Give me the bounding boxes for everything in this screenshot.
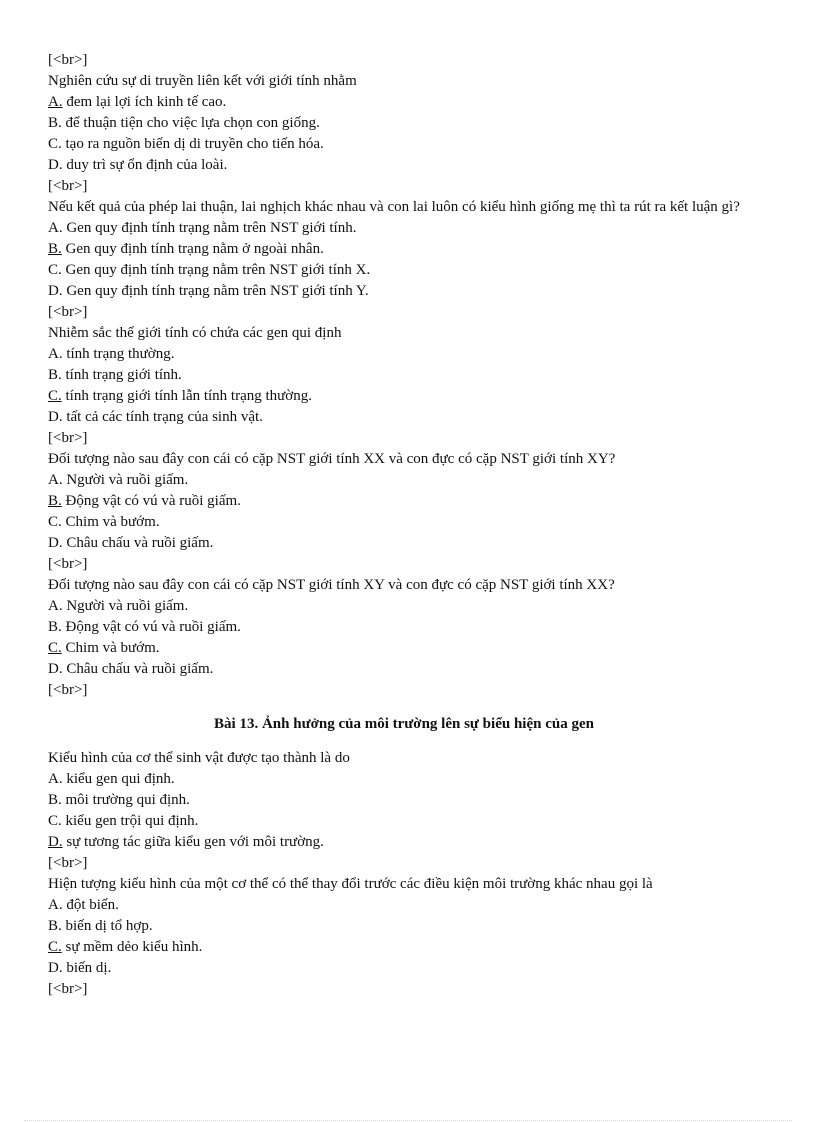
question-stem: Hiện tượng kiểu hình của một cơ thể có thể thay đổi trước các điều kiện môi trường khác nhau gọi là bbox=[48, 876, 653, 892]
answer-key: C. bbox=[48, 514, 62, 530]
answer-option bbox=[48, 832, 760, 853]
answer-option bbox=[48, 958, 760, 979]
question-item bbox=[48, 197, 760, 323]
answer-key: D. bbox=[48, 283, 63, 299]
answer-text: Châu chấu và ruồi giấm. bbox=[62, 661, 214, 677]
answer-text: Động vật có vú và ruồi giấm. bbox=[61, 493, 241, 509]
answer-key: A. bbox=[48, 346, 63, 362]
br-separator: [<br>] bbox=[48, 430, 88, 446]
answer-option bbox=[48, 811, 760, 832]
answer-text: Châu chấu và ruồi giấm. bbox=[62, 535, 214, 551]
answer-text: Chim và bướm. bbox=[61, 514, 160, 530]
answer-option bbox=[48, 638, 760, 659]
answer-key: D. bbox=[48, 157, 63, 173]
answer-text: tạo ra nguồn biến dị di truyền cho tiến hóa. bbox=[61, 136, 324, 152]
answer-option bbox=[48, 491, 760, 512]
answer-option bbox=[48, 916, 760, 937]
answer-option bbox=[48, 344, 760, 365]
answer-text: Gen quy định tính trạng nằm trên NST giới tính Y. bbox=[62, 283, 369, 299]
answer-key-correct: C. bbox=[48, 640, 62, 656]
answer-text: để thuận tiện cho việc lựa chọn con giống. bbox=[61, 115, 320, 131]
answer-key-correct: C. bbox=[48, 939, 62, 955]
answer-text: sự mềm dẻo kiểu hình. bbox=[61, 939, 203, 955]
answer-text: tất cả các tính trạng của sinh vật. bbox=[62, 409, 263, 425]
answer-key: C. bbox=[48, 262, 62, 278]
answer-text: Gen quy định tính trạng nằm ở ngoài nhân. bbox=[61, 241, 324, 257]
answer-key: B. bbox=[48, 367, 62, 383]
answer-option bbox=[48, 92, 760, 113]
br-separator: [<br>] bbox=[48, 178, 88, 194]
answer-text: biến dị tổ hợp. bbox=[61, 918, 153, 934]
answer-text: Động vật có vú và ruồi giấm. bbox=[61, 619, 241, 635]
answer-text: Gen quy định tính trạng nằm trên NST giới tính. bbox=[62, 220, 357, 236]
answer-key-correct: D. bbox=[48, 834, 63, 850]
br-separator: [<br>] bbox=[48, 855, 88, 871]
answer-key: D. bbox=[48, 409, 63, 425]
question-stem: Nếu kết quả của phép lai thuận, lai nghịch khác nhau và con lai luôn có kiểu hình giống mẹ thì ta rút ra kết luận gì? bbox=[48, 199, 740, 215]
answer-text: duy trì sự ổn định của loài. bbox=[62, 157, 228, 173]
answer-option bbox=[48, 533, 760, 554]
answer-option bbox=[48, 386, 760, 407]
answer-option bbox=[48, 365, 760, 386]
question-stem: Đối tượng nào sau đây con cái có cặp NST giới tính XX và con đực có cặp NST giới tính XY? bbox=[48, 451, 616, 467]
answer-text: tính trạng giới tính lẫn tính trạng thường. bbox=[61, 388, 312, 404]
br-separator: [<br>] bbox=[48, 304, 88, 320]
answer-text: kiểu gen trội qui định. bbox=[61, 813, 199, 829]
question-stem: Nghiên cứu sự di truyền liên kết với giới tính nhằm bbox=[48, 73, 357, 89]
answer-key: A. bbox=[48, 771, 63, 787]
page-bottom-rule bbox=[24, 1120, 792, 1121]
answer-option bbox=[48, 617, 760, 638]
answer-key-correct: A. bbox=[48, 94, 63, 110]
answer-key: D. bbox=[48, 661, 63, 677]
answer-text: Người và ruồi giấm. bbox=[62, 598, 189, 614]
answer-key: B. bbox=[48, 792, 62, 808]
question-item bbox=[48, 323, 760, 449]
question-item bbox=[48, 71, 760, 197]
answer-key: B. bbox=[48, 619, 62, 635]
answer-key-correct: C. bbox=[48, 388, 62, 404]
answer-option bbox=[48, 895, 760, 916]
answer-key-correct: B. bbox=[48, 241, 62, 257]
question-item bbox=[48, 575, 760, 701]
answer-option bbox=[48, 281, 760, 302]
answer-option bbox=[48, 155, 760, 176]
answer-key: C. bbox=[48, 136, 62, 152]
question-stem: Kiểu hình của cơ thể sinh vật được tạo thành là do bbox=[48, 750, 350, 766]
answer-key: B. bbox=[48, 115, 62, 131]
answer-option bbox=[48, 937, 760, 958]
answer-option bbox=[48, 239, 760, 260]
answer-option bbox=[48, 260, 760, 281]
answer-key: B. bbox=[48, 918, 62, 934]
answer-text: Gen quy định tính trạng nằm trên NST giới tính X. bbox=[61, 262, 371, 278]
answer-text: tính trạng giới tính. bbox=[61, 367, 182, 383]
document-page bbox=[48, 50, 760, 1000]
answer-option bbox=[48, 218, 760, 239]
answer-text: biến dị. bbox=[62, 960, 112, 976]
answer-key: D. bbox=[48, 960, 63, 976]
answer-text: tính trạng thường. bbox=[62, 346, 175, 362]
answer-text: môi trường qui định. bbox=[61, 792, 190, 808]
answer-key: A. bbox=[48, 897, 63, 913]
answer-option bbox=[48, 407, 760, 428]
answer-option bbox=[48, 470, 760, 491]
answer-text: sự tương tác giữa kiểu gen với môi trường. bbox=[62, 834, 324, 850]
answer-option bbox=[48, 659, 760, 680]
answer-key: A. bbox=[48, 598, 63, 614]
answer-key: A. bbox=[48, 472, 63, 488]
answer-option bbox=[48, 596, 760, 617]
question-stem: Đối tượng nào sau đây con cái có cặp NST giới tính XY và con đực có cặp NST giới tính XX? bbox=[48, 577, 615, 593]
question-block-chapter-13 bbox=[48, 748, 760, 1000]
answer-text: kiểu gen qui định. bbox=[62, 771, 175, 787]
answer-option bbox=[48, 790, 760, 811]
br-separator: [<br>] bbox=[48, 981, 88, 997]
answer-option bbox=[48, 113, 760, 134]
answer-option bbox=[48, 769, 760, 790]
br-separator: [<br>] bbox=[48, 52, 88, 68]
answer-key-correct: B. bbox=[48, 493, 62, 509]
question-item bbox=[48, 874, 760, 1000]
answer-option bbox=[48, 134, 760, 155]
answer-text: đột biến. bbox=[62, 897, 119, 913]
question-item bbox=[48, 748, 760, 874]
question-item bbox=[48, 449, 760, 575]
answer-key: A. bbox=[48, 220, 63, 236]
br-separator: [<br>] bbox=[48, 556, 88, 572]
br-separator: [<br>] bbox=[48, 682, 88, 698]
answer-key: C. bbox=[48, 813, 62, 829]
answer-text: Người và ruồi giấm. bbox=[62, 472, 189, 488]
answer-option bbox=[48, 512, 760, 533]
question-block-chapter-12 bbox=[48, 50, 760, 701]
answer-text: Chim và bướm. bbox=[61, 640, 160, 656]
answer-text: đem lại lợi ích kinh tế cao. bbox=[62, 94, 227, 110]
answer-key: D. bbox=[48, 535, 63, 551]
section-title: Bài 13. Ảnh hưởng của môi trường lên sự biểu hiện của gen bbox=[214, 716, 594, 732]
question-stem: Nhiễm sắc thể giới tính có chứa các gen qui định bbox=[48, 325, 342, 341]
